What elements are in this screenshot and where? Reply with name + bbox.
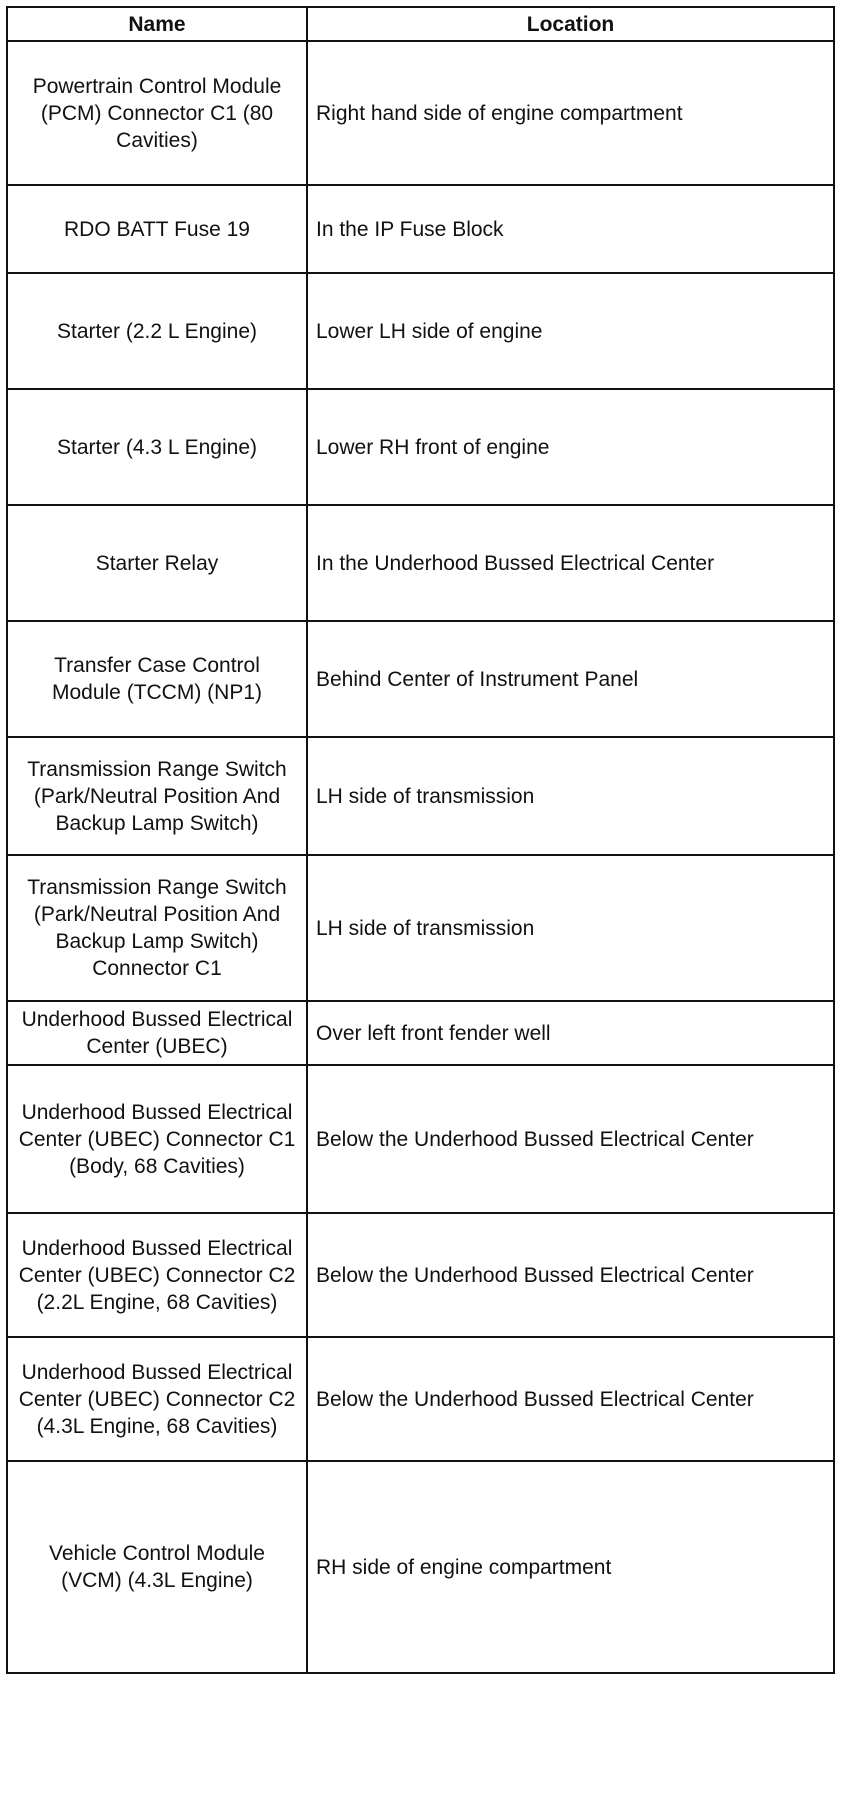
- column-header-name: Name: [7, 7, 307, 41]
- location-cell: In the Underhood Bussed Electrical Center: [307, 505, 834, 621]
- location-cell: Below the Underhood Bussed Electrical Center: [307, 1065, 834, 1213]
- table-row: [7, 1213, 834, 1337]
- name-cell: Starter Relay: [7, 505, 307, 621]
- location-cell: Behind Center of Instrument Panel: [307, 621, 834, 737]
- table-row: [7, 505, 834, 621]
- table-header-row: [7, 7, 834, 41]
- table-row: [7, 1461, 834, 1673]
- location-cell: Right hand side of engine compartment: [307, 41, 834, 185]
- name-cell: Transfer Case Control Module (TCCM) (NP1): [7, 621, 307, 737]
- location-cell: Below the Underhood Bussed Electrical Center: [307, 1337, 834, 1461]
- name-cell: Vehicle Control Module (VCM) (4.3L Engine): [7, 1461, 307, 1673]
- table-row: [7, 737, 834, 855]
- name-cell: Powertrain Control Module (PCM) Connector C1 (80 Cavities): [7, 41, 307, 185]
- location-cell: Lower RH front of engine: [307, 389, 834, 505]
- table-row: [7, 185, 834, 273]
- column-header-location: Location: [307, 7, 834, 41]
- location-cell: LH side of transmission: [307, 855, 834, 1001]
- table-row: [7, 389, 834, 505]
- location-cell: LH side of transmission: [307, 737, 834, 855]
- table-row: [7, 1065, 834, 1213]
- table-row: [7, 621, 834, 737]
- name-cell: Transmission Range Switch (Park/Neutral Position And Backup Lamp Switch): [7, 737, 307, 855]
- name-cell: Starter (2.2 L Engine): [7, 273, 307, 389]
- location-cell: RH side of engine compartment: [307, 1461, 834, 1673]
- name-cell: Underhood Bussed Electrical Center (UBEC) Connector C1 (Body, 68 Cavities): [7, 1065, 307, 1213]
- table-row: [7, 41, 834, 185]
- location-cell: Over left front fender well: [307, 1001, 834, 1065]
- table-row: [7, 273, 834, 389]
- table-row: [7, 1001, 834, 1065]
- name-cell: Underhood Bussed Electrical Center (UBEC): [7, 1001, 307, 1065]
- table-row: [7, 855, 834, 1001]
- location-cell: Below the Underhood Bussed Electrical Center: [307, 1213, 834, 1337]
- component-location-table: [6, 6, 835, 1674]
- name-cell: Underhood Bussed Electrical Center (UBEC) Connector C2 (4.3L Engine, 68 Cavities): [7, 1337, 307, 1461]
- location-cell: Lower LH side of engine: [307, 273, 834, 389]
- table-row: [7, 1337, 834, 1461]
- name-cell: Underhood Bussed Electrical Center (UBEC) Connector C2 (2.2L Engine, 68 Cavities): [7, 1213, 307, 1337]
- name-cell: RDO BATT Fuse 19: [7, 185, 307, 273]
- name-cell: Starter (4.3 L Engine): [7, 389, 307, 505]
- location-cell: In the IP Fuse Block: [307, 185, 834, 273]
- name-cell: Transmission Range Switch (Park/Neutral Position And Backup Lamp Switch) Connector C1: [7, 855, 307, 1001]
